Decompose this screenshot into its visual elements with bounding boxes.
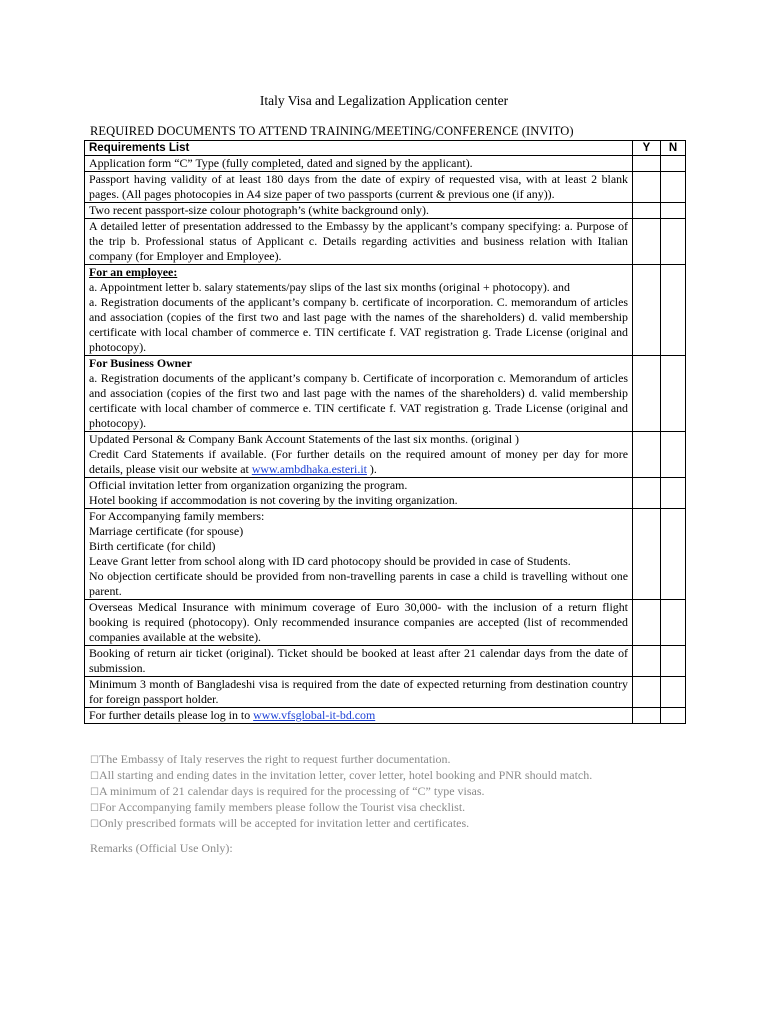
header-no: N [661,141,686,156]
yes-checkbox-cell[interactable] [633,600,661,646]
table-row [85,203,686,219]
requirement-heading: For Business Owner [89,356,192,370]
note-item [90,768,710,784]
requirement-text: Marriage certificate (for spouse) [89,524,244,538]
note-text: Only prescribed formats will be accepted for invitation letter and certificates. [98,816,470,830]
table-row [85,677,686,708]
requirement-text: Hotel booking if accommodation is not covering by the inviting organization. [89,493,458,507]
yes-checkbox-cell[interactable] [633,203,661,219]
yes-checkbox-cell[interactable] [633,708,661,724]
note-item [90,784,710,800]
note-item [90,816,710,832]
requirement-text: For further details please log in to [89,708,251,722]
no-checkbox-cell[interactable] [661,265,686,356]
yes-checkbox-cell[interactable] [633,677,661,708]
header-yes: Y [633,141,661,156]
requirements-table [84,140,686,724]
yes-checkbox-cell[interactable] [633,156,661,172]
yes-checkbox-cell[interactable] [633,646,661,677]
yes-checkbox-cell[interactable] [633,265,661,356]
website-link[interactable]: www.vfsglobal-it-bd.com [253,708,376,722]
table-row [85,708,686,724]
requirement-text: Leave Grant letter from school along with ID card photocopy should be provided in case of Students. [89,554,571,568]
no-checkbox-cell[interactable] [661,646,686,677]
requirement-text: Credit Card Statements if available. (For further details on the required amount of money per day for more details, please visit our website at [89,447,628,476]
requirements-body [85,156,686,724]
requirement-text: Overseas Medical Insurance with minimum coverage of Euro 30,000- with the inclusion of a return flight booking is required (photocopy). Only recommended insurance companies are accepted (list of recommended companies available at the website). [89,600,628,644]
table-row [85,600,686,646]
requirement-cell [85,478,633,509]
yes-checkbox-cell[interactable] [633,478,661,509]
note-text: A minimum of 21 calendar days is required for the processing of “C” type visas. [98,784,485,798]
header-requirements-list: Requirements List [85,141,633,156]
no-checkbox-cell[interactable] [661,600,686,646]
yes-checkbox-cell[interactable] [633,356,661,432]
no-checkbox-cell[interactable] [661,203,686,219]
requirement-cell [85,708,633,724]
requirement-text: Official invitation letter from organization organizing the program. [89,478,408,492]
requirement-cell [85,219,633,265]
requirement-text: Passport having validity of at least 180 days from the date of expiry of requested visa, with at least 2 blank pages. (All pages photocopies in A4 size paper of two passports (current & previous one (if any)). [89,172,628,201]
checkbox-icon: ☐ [90,771,99,782]
requirement-text: a. Appointment letter b. salary statements/pay slips of the last six months (original + photocopy). and [89,280,570,294]
requirement-text: Two recent passport-size colour photograph’s (white background only). [89,203,429,217]
checkbox-icon: ☐ [90,787,99,798]
yes-checkbox-cell[interactable] [633,432,661,478]
table-row [85,646,686,677]
requirement-text: a. Registration documents of the applicant’s company b. Certificate of incorporation c. Memorandum of articles and association (copies of the first two and last page with the names of the shareholders) d. valid membership certificate with local chamber of commerce e. TIN certificate f. VAT registration g. Trade License (original and photocopy). [89,371,628,430]
notes-list [90,752,710,832]
table-row [85,265,686,356]
table-row [85,172,686,203]
no-checkbox-cell[interactable] [661,478,686,509]
no-checkbox-cell[interactable] [661,156,686,172]
requirement-cell [85,646,633,677]
requirement-cell [85,600,633,646]
checkbox-icon: ☐ [90,819,99,830]
yes-checkbox-cell[interactable] [633,509,661,600]
requirement-text: a. Registration documents of the applicant’s company b. certificate of incorporation. C. memorandum of articles and association (copies of the first two and last page with the names of the shareholders) d. valid membership certificate with local chamber of commerce e. TIN certificate f. VAT registration g. Trade License (original and photocopy). [89,295,628,354]
no-checkbox-cell[interactable] [661,677,686,708]
requirement-cell [85,172,633,203]
requirement-text: For Accompanying family members: [89,509,265,523]
requirement-text: Birth certificate (for child) [89,539,216,553]
requirement-text: Minimum 3 month of Bangladeshi visa is required from the date of expected returning from destination country for foreign passport holder. [89,677,628,706]
table-row [85,509,686,600]
requirement-cell [85,156,633,172]
table-row [85,432,686,478]
table-row [85,219,686,265]
checkbox-icon: ☐ [90,755,99,766]
requirement-cell [85,203,633,219]
website-link[interactable]: www.ambdhaka.esteri.it [251,462,367,476]
requirement-text: A detailed letter of presentation addressed to the Embassy by the applicant’s company specifying: a. Purpose of the trip b. Professional status of Applicant c. Details regarding activities and business relation with Italian company (for Employer and Employee). [89,219,628,263]
table-row [85,156,686,172]
requirement-heading: For an employee: [89,265,178,279]
link-suffix: ). [366,462,377,476]
requirement-cell [85,265,633,356]
note-text: The Embassy of Italy reserves the right to request further documentation. [98,752,451,766]
page-title: Italy Visa and Legalization Application center [259,93,509,108]
table-header-row [85,141,686,156]
note-text: For Accompanying family members please follow the Tourist visa checklist. [98,800,466,814]
yes-checkbox-cell[interactable] [633,172,661,203]
yes-checkbox-cell[interactable] [633,219,661,265]
requirement-text: Booking of return air ticket (original). Ticket should be booked at least after 21 calendar days from the date of submission. [89,646,628,675]
checkbox-icon: ☐ [90,803,99,814]
requirement-cell [85,432,633,478]
note-text: All starting and ending dates in the invitation letter, cover letter, hotel booking and PNR should match. [98,768,593,782]
note-item [90,800,710,816]
page-subtitle: REQUIRED DOCUMENTS TO ATTEND TRAINING/MEETING/CONFERENCE (INVITO) [90,124,574,138]
table-row [85,356,686,432]
requirement-text: Updated Personal & Company Bank Account Statements of the last six months. (original ) [89,432,519,446]
requirement-text: Application form “C” Type (fully completed, dated and signed by the applicant). [89,156,473,170]
no-checkbox-cell[interactable] [661,509,686,600]
no-checkbox-cell[interactable] [661,432,686,478]
no-checkbox-cell[interactable] [661,356,686,432]
no-checkbox-cell[interactable] [661,219,686,265]
requirement-cell [85,356,633,432]
requirement-cell [85,509,633,600]
requirement-text: No objection certificate should be provided from non-travelling parents in case a child is travelling without one parent. [89,569,628,598]
no-checkbox-cell[interactable] [661,708,686,724]
note-item [90,752,710,768]
requirement-cell [85,677,633,708]
remarks-label: Remarks (Official Use Only): [90,841,233,855]
table-row [85,478,686,509]
no-checkbox-cell[interactable] [661,172,686,203]
